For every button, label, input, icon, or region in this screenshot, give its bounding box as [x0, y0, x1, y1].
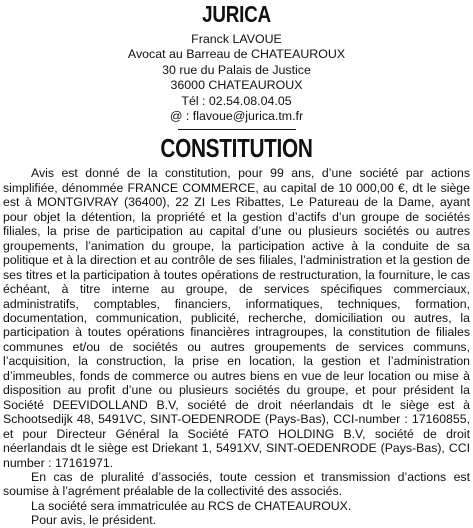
lawyer-title: Avocat au Barreau de CHATEAUROUX: [127, 47, 346, 62]
notice-body: [3, 166, 470, 527]
paragraph-transfer-clause: En cas de pluralité d’associés, toute cession et transmission d’actions est soumise à l’agrément préalable de la collectivité des associés.: [3, 469, 470, 499]
email-address: @ : flavoue@jurica.tm.fr: [169, 109, 304, 124]
street-address: 30 rue du Palais de Justice: [162, 62, 311, 77]
divider-rule: [178, 129, 296, 130]
lawyer-contact-block: [3, 32, 470, 124]
lawyer-name: Franck LAVOUE: [191, 32, 282, 46]
postal-city: 36000 CHATEAUROUX: [170, 78, 303, 93]
paragraph-signature: Pour avis, le président.: [31, 513, 157, 528]
notice-title: CONSTITUTION: [160, 133, 313, 164]
paragraph-constitution: Avis est donné de la constitution, pour 99 ans, d’une société par actions simplifiée, dénommée FRANCE COMMERCE, au capital de 10 000,00 €, dt le siège est à MONTGIVRAY (36400), 22 ZI Les Ribattes, Le Patureau de la Dame, ayant pour objet la détention, la propriété et la gestion d’actifs d’un groupe de sociétés filiales, la prise de participation au capital d’une ou plusieurs sociétés ou autres groupements, l’animation du groupe, la participation active à la conduite de sa politique et à la direction et au contrôle de ses filiales, l’administration et la gestion de ses titres et la participation à toutes opérations de restructuration, la fourniture, le cas échéant, à titre interne au groupe, de services spécifiques commerciaux, administratifs, comptables, financiers, informatiques, techniques, formation, documentation, communication, publicité, recherche, domiciliation ou autres, la participation à toutes opérations financières intragroupes, la constitution de filiales communes et/ou de sociétés ou autres groupements de services communs, l’acquisition, la construction, la prise en location, la gestion et l’administration d’immeubles, fonds de commerce ou autres biens en vue de leur location ou mise à disposition au profit d’une ou plusieurs sociétés du groupe, et pour président la Société DEEVIDOLLAND B.V, société de droit néerlandais dt le siège est à Schootsedijk 48, 5491VC, SINT-OEDENRODE (Pays-Bas), CCI-number : 17160855, et pour Directeur Général la Société FATO HOLDING B.V, société de droit néerlandais dt le siège est Driekant 1, 5491XV, SINT-OEDENRODE (Pays-Bas), CCI number : 17161971.: [3, 166, 470, 470]
phone-number: Tél : 02.54.08.04.05: [181, 93, 292, 108]
firm-name: JURICA: [202, 1, 271, 27]
paragraph-registration: La société sera immatriculée au RCS de CHATEAUROUX.: [31, 498, 352, 513]
